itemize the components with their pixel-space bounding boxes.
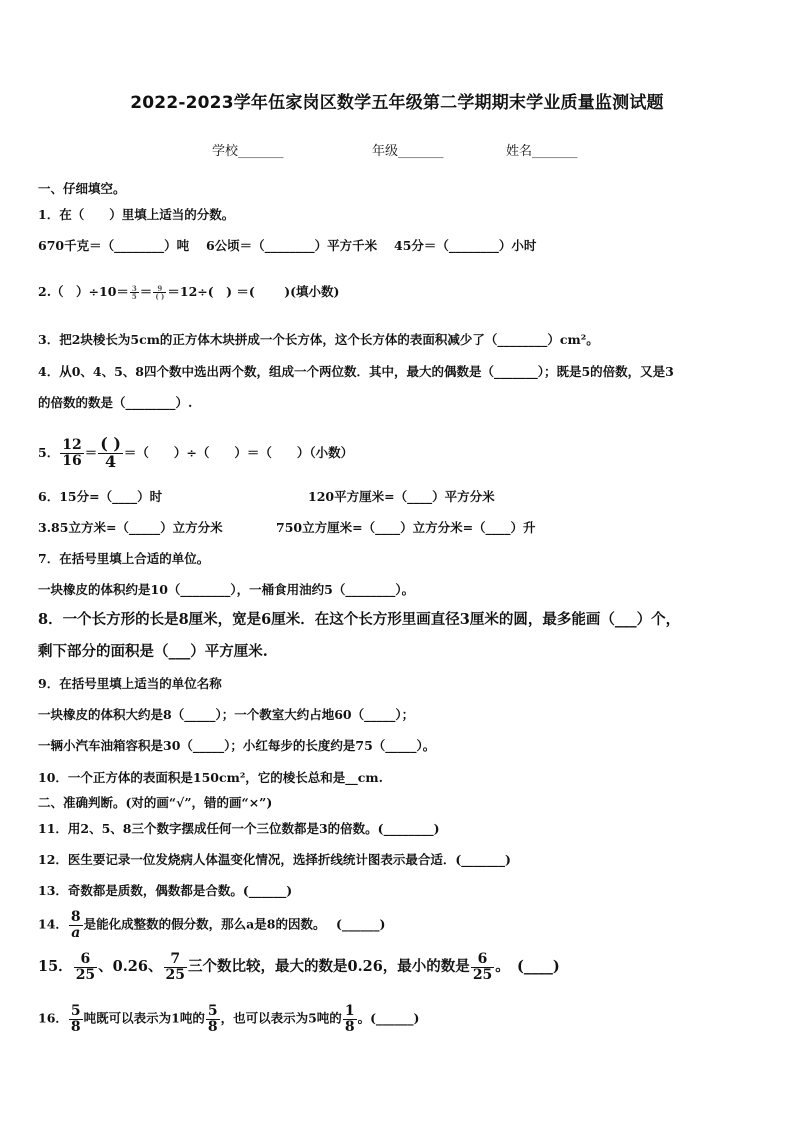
fraction: $\frac{1}{8}$ <box>344 1003 355 1035</box>
page-title: 2022-2023学年伍家岗区数学五年级第二学期期末学业质量监测试题 <box>130 93 664 113</box>
question-1-stem: 1．在（ ）里填上适当的分数。 <box>38 207 235 222</box>
question-4-line-1: 4．从0、4、5、8四个数中选出两个数，组成一个两位数．其中，最大的偶数是（_______）；既是5的倍数，又是3 <box>38 364 674 379</box>
question-14: 14． $\frac{8}{a}$ 是能化成整数的假分数，那么a是8的因数。 (______) <box>38 909 386 941</box>
question-8-line-1: 8．一个长方形的长是8厘米，宽是6厘米．在这个长方形里画直径3厘米的圆，最多能画（___）个， <box>38 611 681 628</box>
question-16: 16． $\frac{5}{8}$ 吨既可以表示为1吨的 $\frac{5}{8}$ ，也可以表示为5吨的 $\frac{1}{8}$ 。(______) <box>38 1003 420 1035</box>
fraction: $\frac{12}{16}$ <box>62 437 82 469</box>
question-2-suffix: ＝12÷( ) ＝( )(填小数) <box>167 284 340 299</box>
fraction: $\frac{5}{8}$ <box>70 1003 81 1035</box>
fraction: $\frac{8}{a}$ <box>70 909 81 941</box>
fraction: $\frac{6}{25}$ <box>472 951 493 983</box>
fraction: $\frac{( )}{4}$ <box>100 434 121 471</box>
section-heading-judge: 二、准确判断。(对的画“√”，错的画“×”) <box>38 795 273 810</box>
question-2-prefix: 2.（ ）÷10＝ <box>38 284 129 299</box>
question-15: 15． $\frac{6}{25}$ 、0.26、 $\frac{7}{25}$ 三个数比较，最大的数是0.26，最小的数是 $\frac{6}{25}$ 。 (____) <box>38 951 560 983</box>
fraction: $\frac{3}{5}$ <box>131 283 137 301</box>
fraction: $\frac{9}{( )}$ <box>155 283 165 301</box>
question-9-stem: 9．在括号里填上适当的单位名称 <box>38 676 222 691</box>
question-11: 11．用2、5、8三个数字摆成任何一个三位数都是3的倍数。(________) <box>38 821 440 836</box>
question-6-d: 750立方厘米=（____）立方分米=（____）升 <box>276 520 536 535</box>
question-7-stem: 7．在括号里填上合适的单位。 <box>38 551 210 566</box>
fraction: $\frac{6}{25}$ <box>75 951 96 983</box>
question-9-line-1: 一块橡皮的体积大约是8（_____）；一个教室大约占地60（_____）； <box>38 707 415 722</box>
fraction: $\frac{7}{25}$ <box>165 951 185 983</box>
question-2: 2.（ ）÷10＝ $\frac{3}{5}$ ＝ $\frac{9}{( )}$ ＝12÷( ) ＝( )(填小数) <box>38 283 340 301</box>
question-10: 10．一个正方体的表面积是150cm²，它的棱长总和是__cm. <box>38 770 383 785</box>
question-3: 3．把2块棱长为5cm的正方体木块拼成一个长方体，这个长方体的表面积减少了（________）cm²。 <box>38 332 599 347</box>
question-4-line-2: 的倍数的数是（________）. <box>38 395 193 410</box>
question-1-line: 670千克＝（________）吨 6公顷＝（________）平方千米 45分＝（________）小时 <box>38 238 537 253</box>
question-9-line-2: 一辆小汽车油箱容积是30（_____）；小红每步的长度约是75（_____）。 <box>38 738 436 753</box>
question-5: 5． $\frac{12}{16}$ ＝ $\frac{( )}{4}$ ＝（ ）÷（ ）＝（ ）（小数） <box>38 434 354 471</box>
question-13: 13．奇数都是质数，偶数都是合数。(______) <box>38 883 293 898</box>
question-6-a: 6．15分=（____）时 <box>38 489 163 504</box>
question-6-b: 120平方厘米=（____）平方分米 <box>308 489 495 504</box>
grade-field: 年级_______ <box>372 144 444 159</box>
question-6-c: 3.85立方米=（_____）立方分米 <box>38 520 223 535</box>
school-field: 学校_______ <box>212 144 284 159</box>
section-heading-fill: 一、仔细填空。 <box>38 181 126 196</box>
fraction: $\frac{5}{8}$ <box>207 1003 218 1035</box>
question-8-line-2: 剩下部分的面积是（___）平方厘米. <box>38 643 268 660</box>
question-12: 12．医生要记录一位发烧病人体温变化情况，选择折线统计图表示最合适．(_______) <box>38 852 511 867</box>
name-field: 姓名_______ <box>506 144 578 159</box>
question-7-line: 一块橡皮的体积约是10（________），一桶食用油约5（________）。 <box>38 582 415 597</box>
